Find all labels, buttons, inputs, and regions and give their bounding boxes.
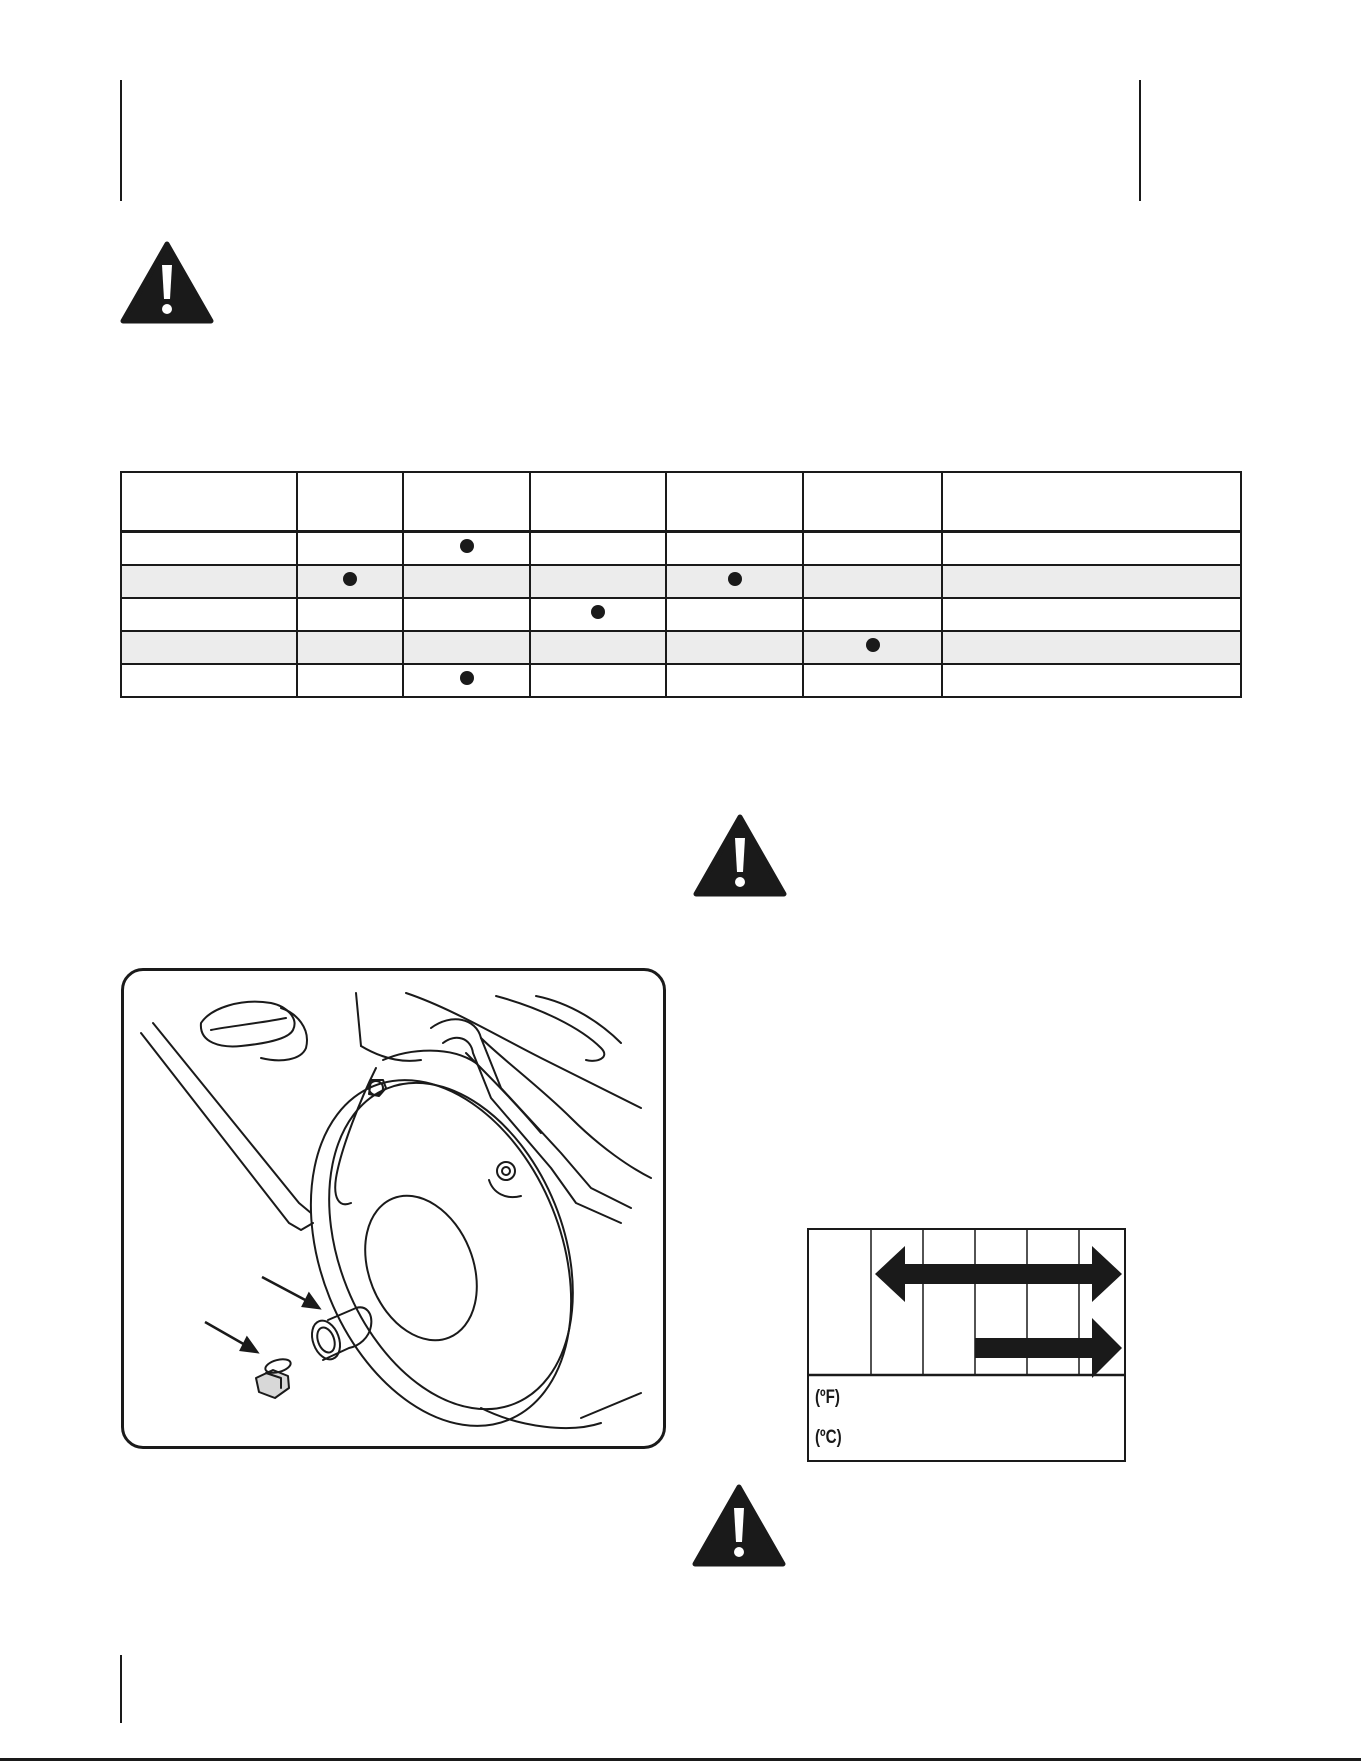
- table-row: [121, 664, 1241, 697]
- service-mark-icon: [460, 539, 474, 553]
- table-cell: [942, 532, 1241, 566]
- header-cell: [803, 472, 942, 532]
- oil-drain-figure: [121, 968, 666, 1449]
- engine-illustration: [121, 968, 666, 1449]
- table-cell: [803, 598, 942, 631]
- table-cell: [942, 631, 1241, 664]
- header-cell: [121, 472, 297, 532]
- table-cell: [297, 631, 403, 664]
- table-cell: [403, 631, 530, 664]
- header-cell: [530, 472, 666, 532]
- header-cell: [403, 472, 530, 532]
- table-cell: [530, 598, 666, 631]
- right-arrow-icon: [975, 1318, 1122, 1378]
- table-cell: [403, 664, 530, 697]
- table-cell: [803, 631, 942, 664]
- table-cell: [666, 664, 803, 697]
- table-cell: [942, 664, 1241, 697]
- table-cell: [121, 565, 297, 598]
- table-cell: [666, 598, 803, 631]
- table-cell: [803, 565, 942, 598]
- table-cell: [121, 664, 297, 697]
- table-cell: [666, 631, 803, 664]
- table-cell: [803, 532, 942, 566]
- header-cell: [666, 472, 803, 532]
- oil-temperature-chart: [807, 1228, 1126, 1462]
- celsius-label: (ºC): [815, 1427, 842, 1448]
- table-cell: [121, 598, 297, 631]
- table-cell: [666, 532, 803, 566]
- table-cell: [121, 631, 297, 664]
- warning-triangle-icon: [692, 1484, 786, 1567]
- table-cell: [403, 532, 530, 566]
- margin-rule-right-top: [1139, 80, 1141, 201]
- table-row: [121, 598, 1241, 631]
- fahrenheit-label: (ºF): [815, 1387, 840, 1408]
- service-mark-icon: [866, 638, 880, 652]
- table-cell: [121, 532, 297, 566]
- table-cell: [530, 532, 666, 566]
- maintenance-schedule-table: [120, 471, 1242, 698]
- table-cell: [403, 565, 530, 598]
- table-row: [121, 532, 1241, 566]
- table-cell: [530, 565, 666, 598]
- service-mark-icon: [728, 572, 742, 586]
- table-cell: [530, 664, 666, 697]
- table-cell: [297, 664, 403, 697]
- table-cell: [297, 565, 403, 598]
- temperature-range-graphic: [809, 1230, 1124, 1460]
- table-cell: [297, 532, 403, 566]
- table-cell: [530, 631, 666, 664]
- table-row: [121, 631, 1241, 664]
- table-body: [121, 532, 1241, 698]
- table-cell: [803, 664, 942, 697]
- margin-rule-left-top: [120, 80, 122, 201]
- header-cell: [942, 472, 1241, 532]
- header-cell: [297, 472, 403, 532]
- table-cell: [942, 598, 1241, 631]
- service-mark-icon: [343, 572, 357, 586]
- table-header-row: [121, 472, 1241, 532]
- service-mark-icon: [460, 671, 474, 685]
- warning-triangle-icon: [120, 241, 214, 324]
- table-row: [121, 565, 1241, 598]
- margin-rule-left-bottom: [120, 1655, 122, 1723]
- table-cell: [942, 565, 1241, 598]
- table-cell: [666, 565, 803, 598]
- double-arrow-icon: [875, 1246, 1122, 1302]
- service-mark-icon: [591, 605, 605, 619]
- warning-triangle-icon: [693, 814, 787, 897]
- table-cell: [403, 598, 530, 631]
- table-cell: [297, 598, 403, 631]
